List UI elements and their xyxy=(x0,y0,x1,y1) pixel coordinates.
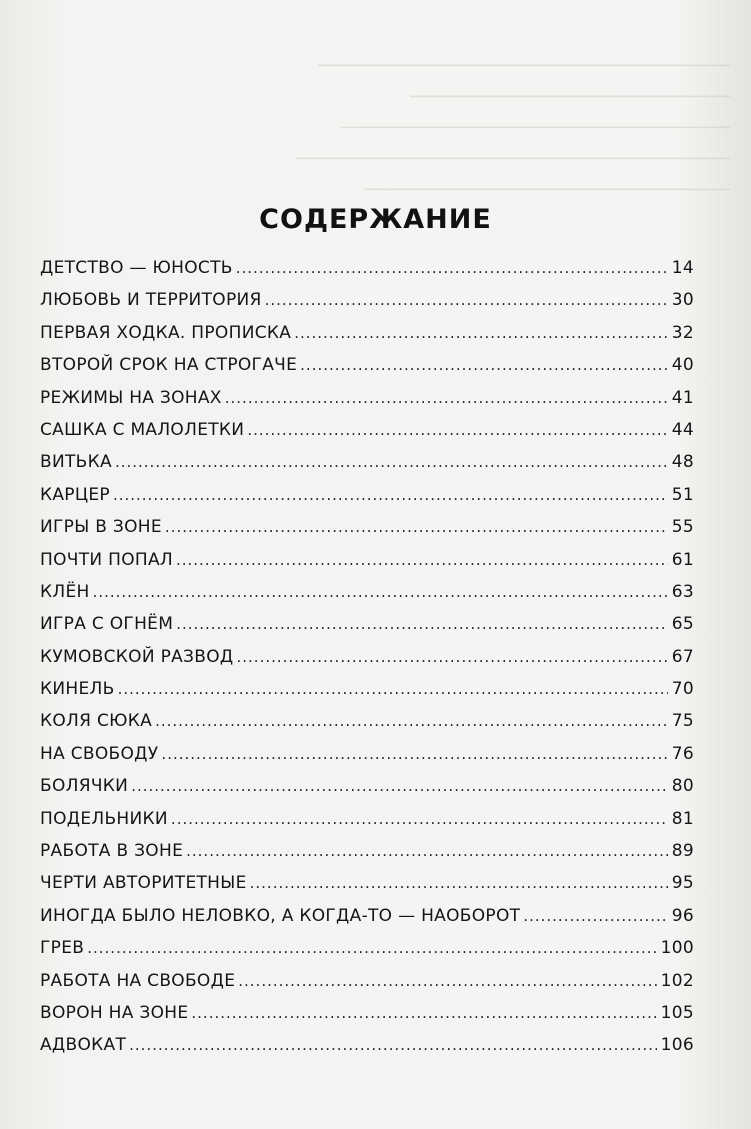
toc-entry-page: 30 xyxy=(671,290,694,311)
toc-entry-title: ИГРА С ОГНЁМ xyxy=(40,614,174,635)
toc-entry-page: 106 xyxy=(660,1035,694,1056)
toc-entry-page: 89 xyxy=(671,841,694,862)
toc-entry[interactable] xyxy=(40,938,694,970)
toc-entry[interactable] xyxy=(40,258,694,290)
toc-entry-title: КУМОВСКОЙ РАЗВОД xyxy=(40,646,234,667)
toc-entry-page: 61 xyxy=(671,549,694,570)
toc-leader-dots xyxy=(294,324,668,342)
toc-leader-dots xyxy=(131,777,668,795)
toc-entry-title: ИНОГДА БЫЛО НЕЛОВКО, А КОГДА-ТО — НАОБОРОТ xyxy=(40,905,521,926)
toc-entry-page: 75 xyxy=(671,711,694,732)
toc-entry[interactable] xyxy=(40,582,694,614)
toc-entry-title: НА СВОБОДУ xyxy=(40,743,159,764)
toc-entry-page: 95 xyxy=(671,873,694,894)
toc-entry-page: 44 xyxy=(671,419,694,440)
toc-leader-dots xyxy=(93,583,668,601)
toc-entry-title: ПОЧТИ ПОПАЛ xyxy=(40,549,173,570)
toc-leader-dots xyxy=(250,874,668,892)
toc-entry[interactable] xyxy=(40,1035,694,1067)
toc-entry[interactable] xyxy=(40,679,694,711)
toc-leader-dots xyxy=(171,810,668,828)
toc-entry[interactable] xyxy=(40,485,694,517)
toc-entry-title: КИНЕЛЬ xyxy=(40,679,115,700)
toc-entry[interactable] xyxy=(40,971,694,1003)
toc-entry[interactable] xyxy=(40,517,694,549)
toc-entry-title: ИГРЫ В ЗОНЕ xyxy=(40,517,162,538)
toc-leader-dots xyxy=(129,1036,657,1054)
toc-leader-dots xyxy=(191,1004,656,1022)
toc-entry[interactable] xyxy=(40,323,694,355)
toc-leader-dots xyxy=(87,939,656,957)
toc-entry[interactable] xyxy=(40,452,694,484)
toc-leader-dots xyxy=(113,486,668,504)
page-title: СОДЕРЖАНИЕ xyxy=(259,204,492,236)
toc-leader-dots xyxy=(236,259,668,277)
toc-leader-dots xyxy=(225,389,668,407)
toc-entry-page: 96 xyxy=(671,905,694,926)
toc-entry[interactable] xyxy=(40,744,694,776)
toc-entry-page: 76 xyxy=(671,743,694,764)
toc-leader-dots xyxy=(176,551,668,569)
toc-entry[interactable] xyxy=(40,873,694,905)
table-of-contents xyxy=(40,258,694,1068)
toc-entry-title: ВОРОН НА ЗОНЕ xyxy=(40,1002,189,1023)
toc-entry-page: 51 xyxy=(671,484,694,505)
toc-entry-page: 48 xyxy=(671,452,694,473)
toc-entry-title: КАРЦЕР xyxy=(40,484,110,505)
toc-entry[interactable] xyxy=(40,841,694,873)
toc-entry-title: ПЕРВАЯ ХОДКА. ПРОПИСКА xyxy=(40,322,292,343)
toc-entry-page: 41 xyxy=(671,387,694,408)
toc-entry-title: ЧЕРТИ АВТОРИТЕТНЫЕ xyxy=(40,873,247,894)
toc-entry-page: 70 xyxy=(671,679,694,700)
toc-entry[interactable] xyxy=(40,1003,694,1035)
toc-entry-title: ВТОРОЙ СРОК НА СТРОГАЧЕ xyxy=(40,355,298,376)
toc-entry-title: КОЛЯ СЮКА xyxy=(40,711,153,732)
toc-leader-dots xyxy=(115,453,668,471)
toc-entry-title: БОЛЯЧКИ xyxy=(40,776,129,797)
toc-entry[interactable] xyxy=(40,711,694,743)
toc-entry-page: 40 xyxy=(671,355,694,376)
toc-entry-page: 55 xyxy=(671,517,694,538)
toc-leader-dots xyxy=(237,648,668,666)
toc-entry-title: САШКА С МАЛОЛЕТКИ xyxy=(40,419,245,440)
toc-entry[interactable] xyxy=(40,550,694,582)
toc-entry-title: РАБОТА НА СВОБОДЕ xyxy=(40,970,236,991)
toc-leader-dots xyxy=(265,291,668,309)
toc-entry[interactable] xyxy=(40,420,694,452)
toc-entry-title: АДВОКАТ xyxy=(40,1035,127,1056)
toc-entry-page: 67 xyxy=(671,646,694,667)
toc-leader-dots xyxy=(161,745,667,763)
toc-leader-dots xyxy=(300,356,668,374)
toc-leader-dots xyxy=(155,712,668,730)
toc-entry[interactable] xyxy=(40,776,694,808)
toc-entry-page: 65 xyxy=(671,614,694,635)
toc-leader-dots xyxy=(176,615,668,633)
toc-entry-page: 102 xyxy=(660,970,694,991)
toc-entry-title: ГРЕВ xyxy=(40,938,85,959)
toc-leader-dots xyxy=(247,421,667,439)
toc-entry-title: ЛЮБОВЬ И ТЕРРИТОРИЯ xyxy=(40,290,262,311)
toc-entry[interactable] xyxy=(40,355,694,387)
toc-entry-page: 80 xyxy=(671,776,694,797)
show-through-text: ──────────────────────────────────── ──────────────────────────── ────────────────────────────────── ────────────────────────────────────── ──────────────────────────────── xyxy=(295,55,730,201)
toc-entry-page: 100 xyxy=(660,938,694,959)
toc-entry-title: ВИТЬКА xyxy=(40,452,112,473)
toc-entry[interactable] xyxy=(40,614,694,646)
toc-entry-page: 14 xyxy=(671,258,694,278)
toc-entry[interactable] xyxy=(40,388,694,420)
toc-entry-title: КЛЁН xyxy=(40,581,90,602)
toc-entry[interactable] xyxy=(40,290,694,322)
toc-entry-title: РЕЖИМЫ НА ЗОНАХ xyxy=(40,387,222,408)
toc-leader-dots xyxy=(238,972,656,990)
toc-entry-page: 63 xyxy=(671,581,694,602)
toc-entry-page: 81 xyxy=(671,808,694,829)
toc-entry[interactable] xyxy=(40,906,694,938)
toc-entry-title: ПОДЕЛЬНИКИ xyxy=(40,808,168,829)
toc-entry[interactable] xyxy=(40,809,694,841)
toc-leader-dots xyxy=(523,907,667,925)
toc-leader-dots xyxy=(186,842,668,860)
toc-leader-dots xyxy=(118,680,668,698)
toc-leader-dots xyxy=(165,518,668,536)
toc-entry-page: 32 xyxy=(671,322,694,343)
toc-entry-title: РАБОТА В ЗОНЕ xyxy=(40,841,184,862)
toc-entry[interactable] xyxy=(40,647,694,679)
toc-entry-title: ДЕТСТВО — ЮНОСТЬ xyxy=(40,258,233,278)
toc-entry-page: 105 xyxy=(660,1002,694,1023)
